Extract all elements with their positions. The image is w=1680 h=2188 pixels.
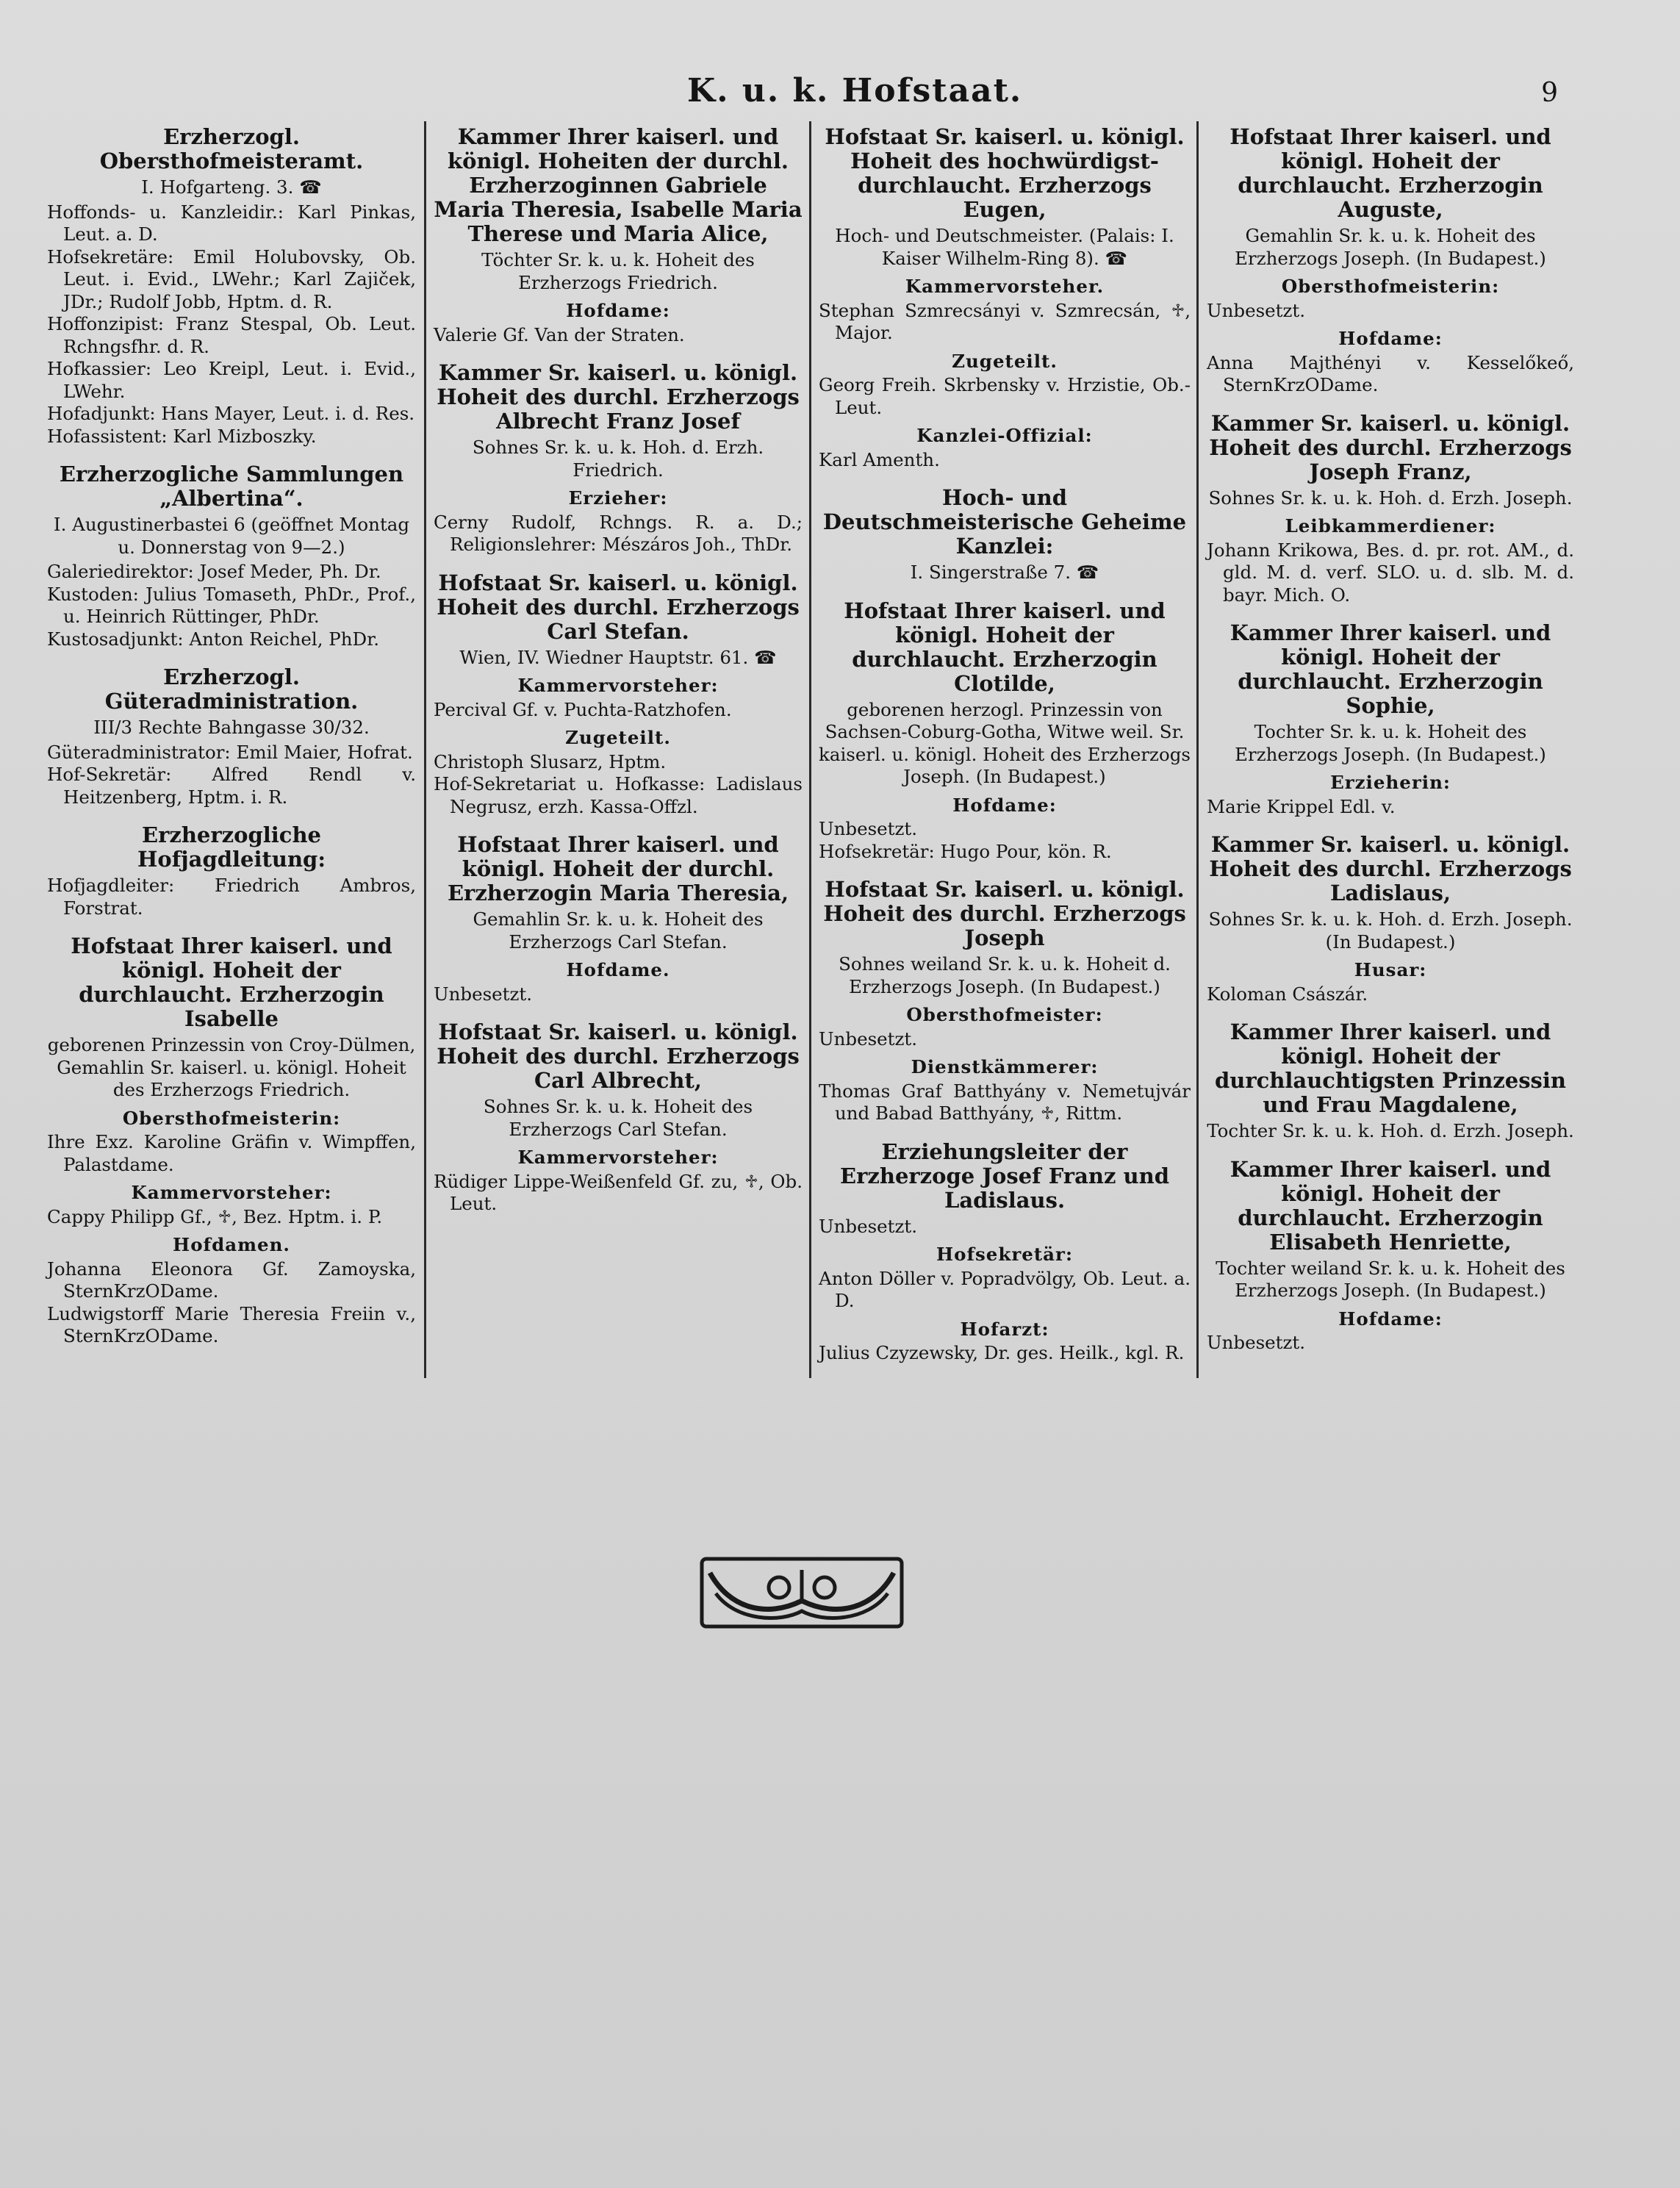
staff-entry: Hofsekretäre: Emil Holubovsky, Ob. Leut. i. Evid., LWehr.; Karl Zajiček, JDr.; Rudolf Jobb, Hptm. d. R.	[47, 245, 416, 312]
role-heading: Obersthofmeister:	[906, 1004, 1103, 1025]
role-heading: Zugeteilt.	[565, 727, 671, 748]
staff-entry: Christoph Slusarz, Hptm.	[434, 750, 667, 772]
staff-entry: Ludwigstorff Marie Theresia Freiin v., SternKrzODame.	[47, 1302, 416, 1346]
section-subtitle: Gemahlin Sr. k. u. k. Hoheit des Erzherzogs Carl Stefan.	[473, 908, 764, 953]
directory-section	[434, 125, 803, 346]
section-title: Hofstaat Sr. kaiserl. u. königl. Hoheit des hochwürdigst-durchlaucht. Erzherzogs Eugen,	[825, 124, 1185, 222]
staff-entry: Galeriedirektor: Josef Meder, Ph. Dr.	[47, 561, 381, 582]
section-subtitle: I. Hofgarteng. 3. ☎	[141, 176, 322, 198]
section-title: Hofstaat Ihrer kaiserl. und königl. Hoheit der durchlaucht. Erzherzogin Auguste,	[1230, 124, 1551, 222]
role-heading: Hofdame:	[1338, 1308, 1443, 1330]
directory-section	[1207, 621, 1574, 818]
role-heading: Obersthofmeisterin:	[1281, 276, 1500, 297]
role-heading: Hofdame:	[566, 300, 670, 321]
section-title: Erzherzogl. Güteradministration.	[104, 664, 359, 714]
section-subtitle: Sohnes Sr. k. u. k. Hoheit des Erzherzogs Carl Stefan.	[483, 1096, 753, 1140]
directory-section	[434, 571, 803, 819]
section-title: Kammer Sr. kaiserl. u. königl. Hoheit des durchl. Erzherzogs Joseph Franz,	[1209, 410, 1572, 484]
section-subtitle: geborenen Prinzessin von Croy-Dülmen, Gemahlin Sr. kaiserl. u. königl. Hoheit des Erzherzogs Friedrich.	[47, 1034, 416, 1100]
role-heading: Kammervorsteher:	[517, 1147, 719, 1168]
staff-entry: Georg Freih. Skrbensky v. Hrzistie, Ob.-Leut.	[819, 374, 1191, 418]
section-title: Hoch- und Deutschmeisterische Geheime Kanzlei:	[822, 485, 1187, 559]
role-heading: Zugeteilt.	[952, 350, 1058, 372]
section-title: Kammer Ihrer kaiserl. und königl. Hoheit der durchlaucht. Erzherzogin Sophie,	[1230, 620, 1551, 718]
staff-entry: Hof-Sekretär: Alfred Rendl v. Heitzenberg, Hptm. i. R.	[47, 764, 416, 808]
section-title: Hofstaat Ihrer kaiserl. und königl. Hoheit der durchlaucht. Erzherzogin Clotilde,	[844, 598, 1166, 696]
directory-section	[819, 1140, 1191, 1365]
section-subtitle: III/3 Rechte Bahngasse 30/32.	[93, 717, 370, 738]
section-subtitle: Sohnes Sr. k. u. k. Hoh. d. Erzh. Joseph.	[1208, 487, 1573, 509]
column-divider	[424, 121, 426, 1378]
section-subtitle: Sohnes weiland Sr. k. u. k. Hoheit d. Erzherzogs Joseph. (In Budapest.)	[839, 953, 1171, 997]
staff-entry: Anton Döller v. Popradvölgy, Ob. Leut. a. D.	[819, 1267, 1191, 1311]
section-title: Kammer Ihrer kaiserl. und königl. Hoheit der durchlaucht. Erzherzogin Elisabeth Henriette,	[1230, 1156, 1551, 1255]
staff-entry: Hofkassier: Leo Kreipl, Leut. i. Evid., LWehr.	[47, 358, 416, 402]
section-subtitle: I. Singerstraße 7. ☎	[910, 562, 1099, 583]
section-title: Kammer Ihrer kaiserl. und königl. Hoheiten der durchl. Erzherzoginnen Gabriele Maria Theresia, Isabelle Maria Therese und Maria Alice,	[434, 124, 803, 246]
directory-section	[1207, 833, 1574, 1005]
role-heading: Hofdame:	[1338, 328, 1443, 349]
column-2	[434, 125, 803, 1230]
directory-section	[819, 878, 1191, 1125]
section-title: Erzherzogliche Hofjagdleitung:	[137, 822, 326, 872]
section-subtitle: I. Augustinerbastei 6 (geöffnet Montag u. Donnerstag von 9—2.)	[53, 514, 410, 558]
role-heading: Hofdame.	[566, 959, 670, 980]
staff-entry: Percival Gf. v. Puchta-Ratzhofen.	[434, 698, 732, 720]
section-subtitle: Töchter Sr. k. u. k. Hoheit des Erzherzogs Friedrich.	[481, 249, 755, 293]
section-title: Hofstaat Sr. kaiserl. u. königl. Hoheit des durchl. Erzherzogs Joseph	[823, 877, 1186, 950]
staff-entry: Hof-Sekretariat u. Hofkasse: Ladislaus Negrusz, erzh. Kassa-Offzl.	[434, 773, 803, 817]
role-heading: Obersthofmeisterin:	[122, 1107, 341, 1129]
staff-entry: Cappy Philipp Gf., ♱, Bez. Hptm. i. P.	[47, 1205, 383, 1227]
staff-entry: Johanna Eleonora Gf. Zamoyska, SternKrzODame.	[47, 1258, 416, 1302]
staff-entry: Stephan Szmrecsányi v. Szmrecsán, ♱, Major.	[819, 299, 1191, 343]
staff-entry: Thomas Graf Batthyány v. Nemetujvár und Babad Batthyány, ♱, Rittm.	[819, 1080, 1191, 1124]
role-heading: Husar:	[1354, 959, 1427, 980]
staff-entry: Unbesetzt.	[819, 1215, 918, 1237]
role-heading: Hofdame:	[952, 794, 1057, 816]
staff-entry: Unbesetzt.	[819, 1027, 918, 1050]
staff-entry: Hofsekretär: Hugo Pour, kön. R.	[819, 840, 1112, 862]
directory-section	[434, 361, 803, 556]
section-title: Erzherzogliche Sammlungen „Albertina“.	[59, 462, 404, 511]
staff-entry: Julius Czyzewsky, Dr. ges. Heilk., kgl. R.	[819, 1342, 1185, 1363]
staff-entry: Unbesetzt.	[434, 983, 533, 1005]
section-title: Hofstaat Ihrer kaiserl. und königl. Hoheit der durchlaucht. Erzherzogin Isabelle	[71, 933, 392, 1031]
role-heading: Hofdamen.	[173, 1234, 290, 1255]
page-header	[0, 72, 1680, 116]
staff-entry: Koloman Császár.	[1207, 983, 1368, 1005]
role-heading: Dienstkämmerer:	[911, 1056, 1099, 1077]
directory-section	[47, 665, 416, 808]
staff-entry: Güteradministrator: Emil Maier, Hofrat.	[47, 741, 413, 763]
column-divider	[809, 121, 811, 1378]
column-4	[1207, 125, 1574, 1369]
section-subtitle: Tochter weiland Sr. k. u. k. Hoheit des Erzherzogs Joseph. (In Budapest.)	[1216, 1257, 1565, 1301]
staff-entry: Hoffonds- u. Kanzleidir.: Karl Pinkas, Leut. a. D.	[47, 201, 416, 245]
role-heading: Hofarzt:	[960, 1318, 1049, 1340]
role-heading: Kanzlei-Offizial:	[916, 425, 1093, 446]
role-heading: Kammervorsteher.	[905, 276, 1105, 297]
column-3	[819, 125, 1191, 1380]
staff-entry: Kustosadjunkt: Anton Reichel, PhDr.	[47, 628, 380, 650]
staff-entry: Unbesetzt.	[1207, 1332, 1306, 1353]
directory-section	[434, 1020, 803, 1216]
staff-entry: Cerny Rudolf, Rchngs. R. a. D.; Religionslehrer: Mészáros Joh., ThDr.	[434, 511, 803, 555]
staff-entry: Hoffonzipist: Franz Stespal, Ob. Leut. Rchngsfhr. d. R.	[47, 313, 416, 357]
staff-entry: Hofadjunkt: Hans Mayer, Leut. i. d. Res.	[47, 403, 415, 424]
staff-entry: Valerie Gf. Van der Straten.	[434, 323, 685, 345]
page-number: 9	[1541, 78, 1558, 108]
section-title: Hofstaat Ihrer kaiserl. und königl. Hoheit der durchl. Erzherzogin Maria Theresia,	[447, 832, 789, 905]
staff-entry: Unbesetzt.	[1207, 299, 1306, 321]
role-heading: Kammervorsteher:	[517, 675, 719, 696]
staff-entry: Rüdiger Lippe-Weißenfeld Gf. zu, ♱, Ob. Leut.	[434, 1170, 803, 1214]
section-subtitle: Gemahlin Sr. k. u. k. Hoheit des Erzherzogs Joseph. (In Budapest.)	[1235, 225, 1546, 269]
role-heading: Leibkammerdiener:	[1285, 515, 1496, 537]
section-subtitle: Tochter Sr. k. u. k. Hoh. d. Erzh. Joseph.	[1207, 1120, 1574, 1141]
directory-section	[434, 833, 803, 1005]
staff-entry: Johann Krikowa, Bes. d. pr. rot. AM., d. gld. M. d. verf. SLO. u. d. slb. M. d. bayr. Mich. O.	[1207, 539, 1574, 606]
section-title: Erziehungsleiter der Erzherzoge Josef Franz und Ladislaus.	[840, 1138, 1169, 1213]
directory-section	[1207, 1020, 1574, 1143]
section-subtitle: Sohnes Sr. k. u. k. Hoh. d. Erzh. Friedrich.	[472, 437, 764, 481]
column-1	[47, 125, 416, 1363]
section-subtitle: Tochter Sr. k. u. k. Hoheit des Erzherzogs Joseph. (In Budapest.)	[1235, 721, 1546, 765]
directory-section	[1207, 412, 1574, 607]
role-heading: Erzieherin:	[1330, 772, 1451, 793]
directory-section	[47, 823, 416, 919]
section-subtitle: Hoch- und Deutschmeister. (Palais: I. Kaiser Wilhelm-Ring 8). ☎	[835, 225, 1174, 269]
role-heading: Kammervorsteher:	[131, 1182, 332, 1203]
staff-entry: Anna Majthényi v. Kesselőkeő, SternKrzODame.	[1207, 351, 1574, 395]
section-subtitle: Sohnes Sr. k. u. k. Hoh. d. Erzh. Joseph. (In Budapest.)	[1208, 908, 1573, 953]
directory-section	[47, 934, 416, 1348]
directory-section	[47, 462, 416, 650]
role-heading: Erzieher:	[568, 487, 668, 509]
staff-entry: Hofassistent: Karl Mizboszky.	[47, 425, 317, 447]
page-title: K. u. k. Hofstaat.	[687, 72, 1023, 110]
decorative-ornament	[700, 1557, 904, 1629]
directory-section	[819, 486, 1191, 584]
section-title: Hofstaat Sr. kaiserl. u. königl. Hoheit des durchl. Erzherzogs Carl Stefan.	[437, 570, 800, 644]
staff-entry: Kustoden: Julius Tomaseth, PhDr., Prof., u. Heinrich Rüttinger, PhDr.	[47, 583, 416, 627]
staff-entry: Karl Amenth.	[819, 448, 940, 470]
section-title: Kammer Ihrer kaiserl. und königl. Hoheit der durchlauchtigsten Prinzessin und Frau Magdalene,	[1215, 1019, 1566, 1117]
directory-section	[1207, 1158, 1574, 1355]
column-divider	[1196, 121, 1199, 1378]
staff-entry: Unbesetzt.	[819, 818, 918, 839]
directory-section	[819, 125, 1191, 471]
section-title: Erzherzogl. Obersthofmeisteramt.	[99, 124, 364, 173]
staff-entry: Ihre Exz. Karoline Gräfin v. Wimpffen, Palastdame.	[47, 1131, 416, 1175]
section-title: Kammer Sr. kaiserl. u. königl. Hoheit des durchl. Erzherzogs Albrecht Franz Josef	[437, 360, 800, 434]
directory-section	[819, 599, 1191, 864]
directory-section	[47, 125, 416, 448]
directory-section	[1207, 125, 1574, 397]
section-title: Hofstaat Sr. kaiserl. u. königl. Hoheit des durchl. Erzherzogs Carl Albrecht,	[437, 1019, 800, 1093]
section-subtitle: geborenen herzogl. Prinzessin von Sachsen-Coburg-Gotha, Witwe weil. Sr. kaiserl. u. königl. Hoheit des Erzherzogs Joseph. (In Budapest.)	[819, 698, 1191, 787]
staff-entry: Hofjagdleiter: Friedrich Ambros, Forstrat.	[47, 875, 416, 919]
staff-entry: Marie Krippel Edl. v.	[1207, 795, 1396, 817]
section-title: Kammer Sr. kaiserl. u. königl. Hoheit des durchl. Erzherzogs Ladislaus,	[1209, 832, 1572, 905]
section-subtitle: Wien, IV. Wiedner Hauptstr. 61. ☎	[459, 646, 777, 668]
role-heading: Hofsekretär:	[936, 1244, 1074, 1265]
